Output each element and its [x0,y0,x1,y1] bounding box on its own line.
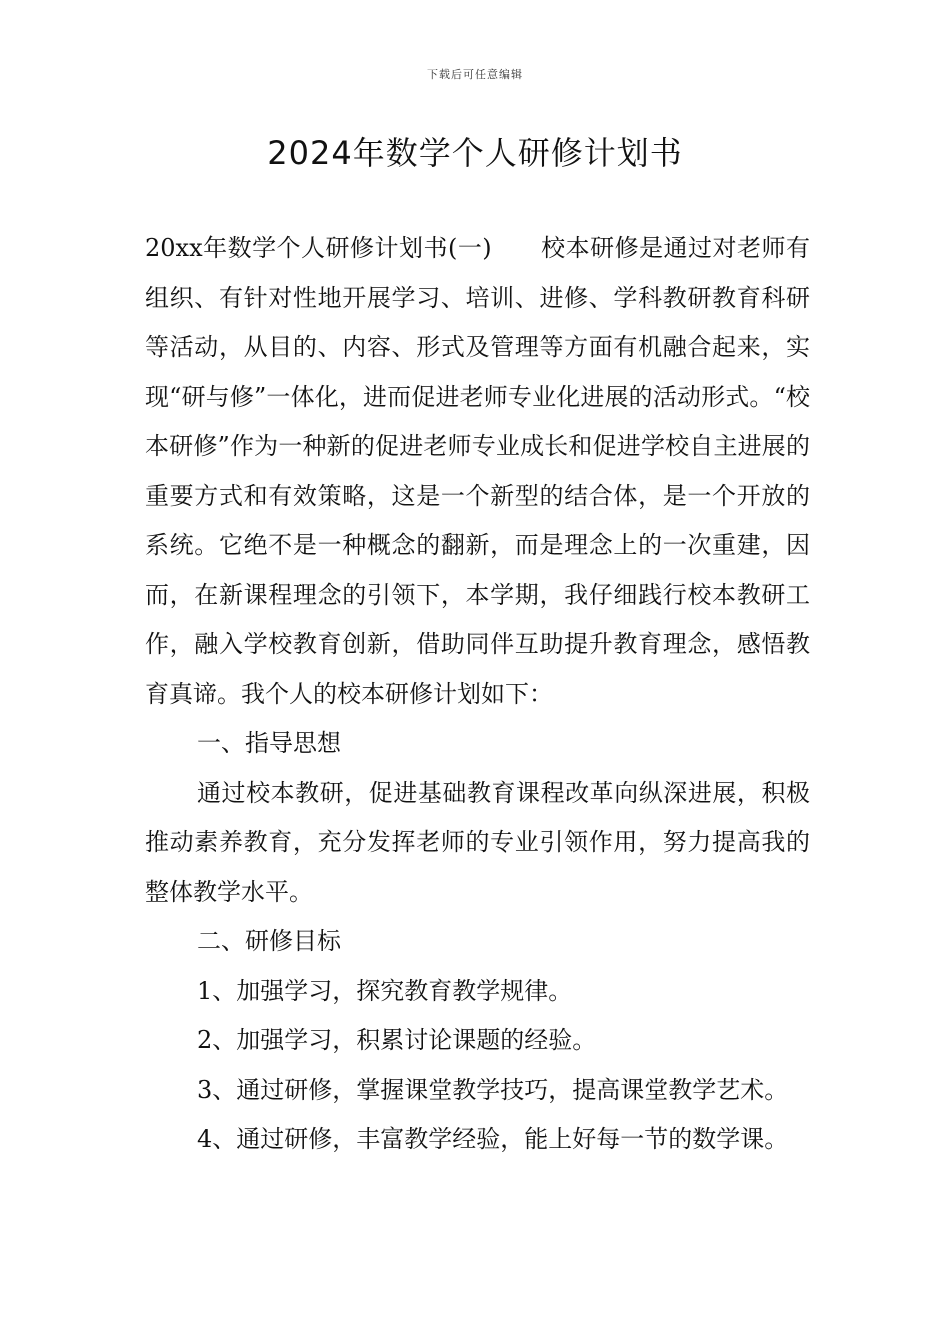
header-note: 下载后可任意编辑 [427,68,523,81]
goal-item: 1、加强学习，探究教育教学规律。 [197,976,573,1005]
section-heading-goals: 二、研修目标 [197,927,341,955]
goal-item: 2、加强学习，积累讨论课题的经验。 [197,1026,597,1054]
goal-item: 4、通过研修，丰富教学经验，能上好每一节的数学课。 [197,1125,789,1153]
goal-item: 3、通过研修，掌握课堂教学技巧，提高课堂教学艺术。 [197,1075,789,1104]
document-title: 2024年数学个人研修计划书 [267,134,683,172]
intro-paragraph: 20xx年数学个人研修计划书(一) 校本研修是通过对老师有组织、有针对性地开展学习、培训、进修、学科教研教育科研等活动，从目的、内容、形式及管理等方面有机融合起来，实现“研与修”一体化，进而促进老师专业化进展的活动形式。“校本研修”作为一种新的促进老师专业成长和促进学校自主进展的重要方式和有效策略，这是一个新型的结合体，是一个开放的系统。它绝不是一种概念的翻新，而是理念上的一次重建，因而，在新课程理念的引领下，本学期，我仔细践行校本教研工作，融入学校教育创新，借助同伴互助提升教育理念，感悟教育真谛。我个人的校本研修计划如下： [145,234,810,708]
section-heading-guiding-thought: 一、指导思想 [197,729,341,757]
guiding-thought-paragraph: 通过校本教研，促进基础教育课程改革向纵深进展，积极推动素养教育，充分发挥老师的专业引领作用，努力提高我的整体教学水平。 [145,778,810,906]
document-body [145,224,810,1165]
